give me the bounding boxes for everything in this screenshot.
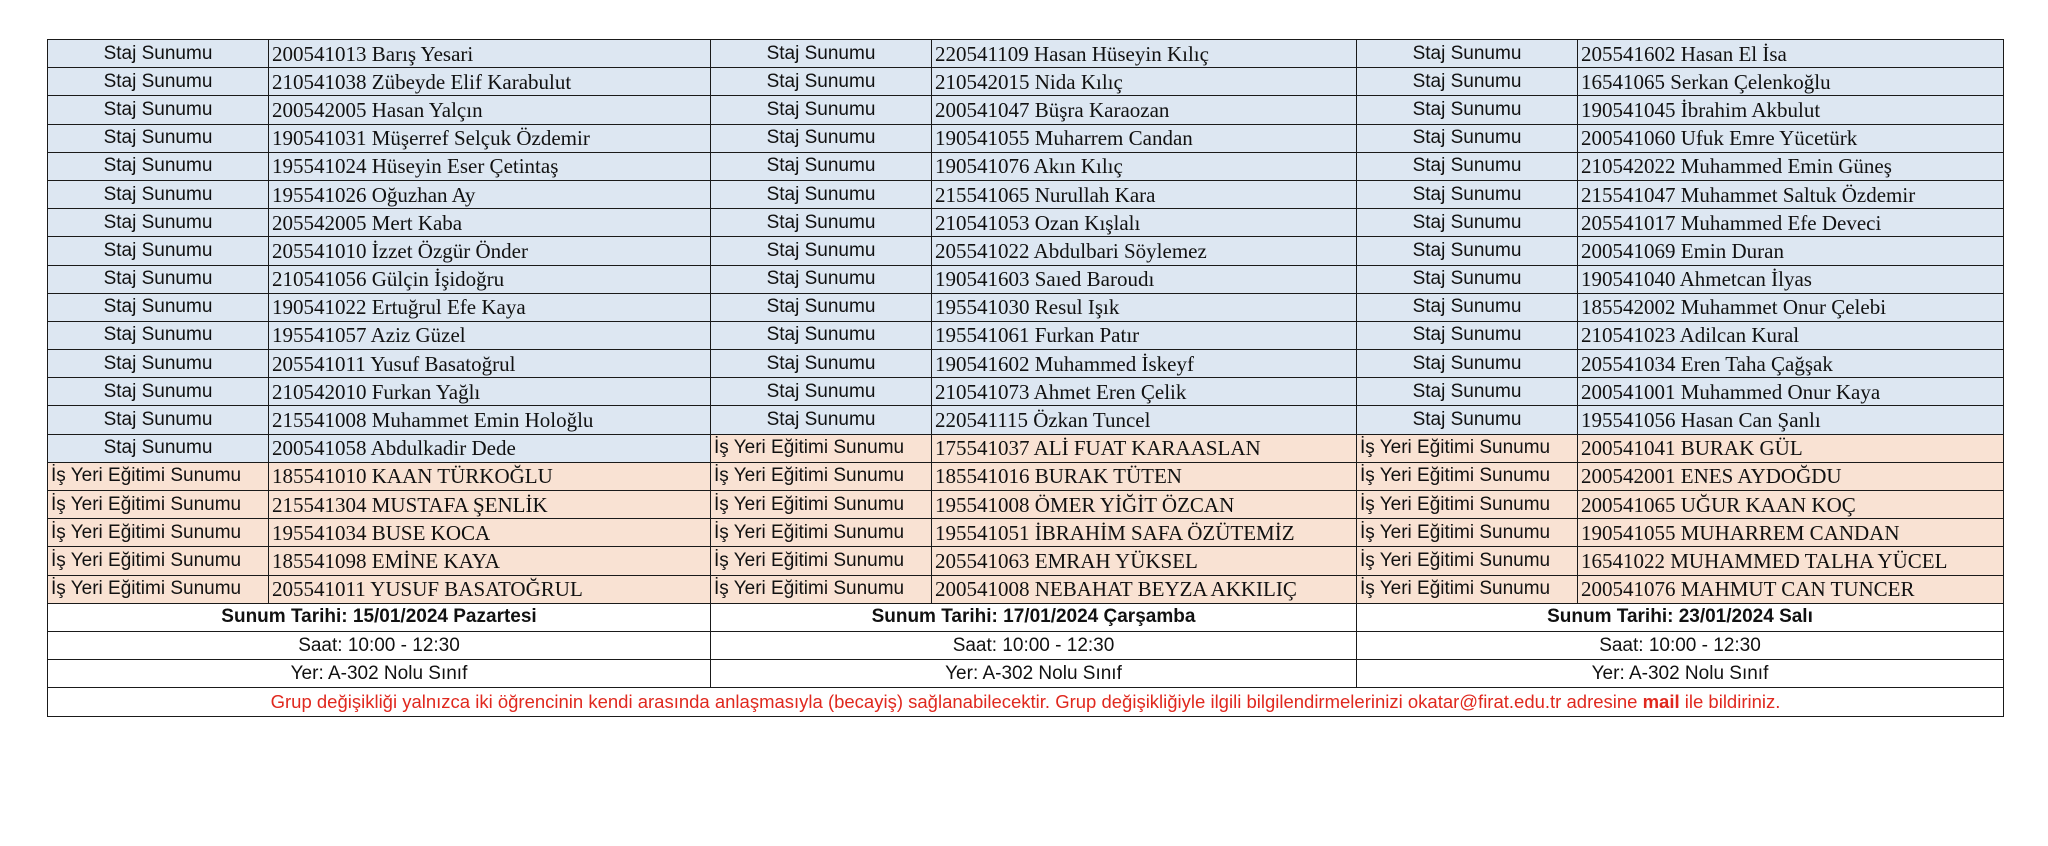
presentation-schedule-table — [47, 39, 2004, 717]
student-cell: 200541001 Muhammed Onur Kaya — [1578, 378, 2004, 406]
student-cell: 220541109 Hasan Hüseyin Kılıç — [932, 40, 1357, 68]
presentation-type-cell: Staj Sunumu — [711, 68, 932, 96]
table-row — [48, 124, 2004, 152]
presentation-type-cell: Staj Sunumu — [711, 350, 932, 378]
student-cell: 190541055 MUHARREM CANDAN — [1578, 519, 2004, 547]
presentation-type-cell: Staj Sunumu — [1357, 68, 1578, 96]
presentation-type-cell: İş Yeri Eğitimi Sunumu — [1357, 491, 1578, 519]
presentation-type-cell: İş Yeri Eğitimi Sunumu — [1357, 575, 1578, 603]
student-cell: 200541013 Barış Yesari — [269, 40, 711, 68]
student-cell: 195541057 Aziz Güzel — [269, 321, 711, 349]
table-row — [48, 378, 2004, 406]
table-row — [48, 434, 2004, 462]
student-cell: 215541065 Nurullah Kara — [932, 180, 1357, 208]
presentation-type-cell: Staj Sunumu — [1357, 378, 1578, 406]
presentation-type-cell: İş Yeri Eğitimi Sunumu — [48, 462, 269, 490]
presentation-type-cell: İş Yeri Eğitimi Sunumu — [711, 547, 932, 575]
student-cell: 190541055 Muharrem Candan — [932, 124, 1357, 152]
presentation-type-cell: Staj Sunumu — [711, 180, 932, 208]
table-row — [48, 209, 2004, 237]
presentation-type-cell: Staj Sunumu — [1357, 96, 1578, 124]
student-cell: 190541031 Müşerref Selçuk Özdemir — [269, 124, 711, 152]
presentation-type-cell: Staj Sunumu — [48, 40, 269, 68]
student-cell: 195541056 Hasan Can Şanlı — [1578, 406, 2004, 434]
presentation-type-cell: Staj Sunumu — [48, 293, 269, 321]
presentation-type-cell: Staj Sunumu — [711, 265, 932, 293]
student-cell: 190541040 Ahmetcan İlyas — [1578, 265, 2004, 293]
table-row — [48, 462, 2004, 490]
notice-row — [48, 688, 2004, 716]
student-cell: 200541060 Ufuk Emre Yücetürk — [1578, 124, 2004, 152]
student-cell: 190541076 Akın Kılıç — [932, 152, 1357, 180]
student-cell: 210541073 Ahmet Eren Çelik — [932, 378, 1357, 406]
presentation-type-cell: Staj Sunumu — [1357, 350, 1578, 378]
notice-text-before: Grup değişikliği yalnızca iki öğrencinin kendi arasında anlaşmasıyla (becayiş) sağlanabilecektir. Grup değişikliğiyle ilgili bilgilendirmelerinizi okatar@firat.edu.tr adresine — [270, 690, 1643, 712]
group-change-notice — [48, 688, 2004, 716]
student-cell: 195541061 Furkan Patır — [932, 321, 1357, 349]
student-cell: 185541016 BURAK TÜTEN — [932, 462, 1357, 490]
presentation-place: Yer: A-302 Nolu Sınıf — [48, 660, 711, 688]
table-row — [48, 265, 2004, 293]
table-row — [48, 68, 2004, 96]
presentation-time: Saat: 10:00 - 12:30 — [48, 631, 711, 659]
student-cell: 210541023 Adilcan Kural — [1578, 321, 2004, 349]
student-cell: 195541051 İBRAHİM SAFA ÖZÜTEMİZ — [932, 519, 1357, 547]
presentation-type-cell: Staj Sunumu — [48, 209, 269, 237]
presentation-place: Yer: A-302 Nolu Sınıf — [1357, 660, 2004, 688]
presentation-type-cell: İş Yeri Eğitimi Sunumu — [1357, 434, 1578, 462]
presentation-type-cell: Staj Sunumu — [1357, 265, 1578, 293]
presentation-type-cell: Staj Sunumu — [1357, 209, 1578, 237]
presentation-type-cell: Staj Sunumu — [711, 152, 932, 180]
student-cell: 205541022 Abdulbari Söylemez — [932, 237, 1357, 265]
student-cell: 200541058 Abdulkadir Dede — [269, 434, 711, 462]
table-row — [48, 406, 2004, 434]
student-cell: 205541010 İzzet Özgür Önder — [269, 237, 711, 265]
student-cell: 16541065 Serkan Çelenkoğlu — [1578, 68, 2004, 96]
student-cell: 200541069 Emin Duran — [1578, 237, 2004, 265]
student-cell: 200541047 Büşra Karaozan — [932, 96, 1357, 124]
presentation-type-cell: Staj Sunumu — [1357, 124, 1578, 152]
table-row — [48, 547, 2004, 575]
presentation-type-cell: İş Yeri Eğitimi Sunumu — [48, 575, 269, 603]
student-cell: 210542010 Furkan Yağlı — [269, 378, 711, 406]
presentation-type-cell: Staj Sunumu — [48, 378, 269, 406]
student-cell: 205541602 Hasan El İsa — [1578, 40, 2004, 68]
student-cell: 205542005 Mert Kaba — [269, 209, 711, 237]
schedule-body — [48, 40, 2004, 717]
table-row — [48, 519, 2004, 547]
presentation-type-cell: Staj Sunumu — [48, 96, 269, 124]
presentation-type-cell: Staj Sunumu — [711, 209, 932, 237]
presentation-type-cell: Staj Sunumu — [48, 321, 269, 349]
student-cell: 210541038 Zübeyde Elif Karabulut — [269, 68, 711, 96]
presentation-type-cell: Staj Sunumu — [48, 265, 269, 293]
presentation-type-cell: Staj Sunumu — [48, 152, 269, 180]
presentation-type-cell: Staj Sunumu — [48, 68, 269, 96]
presentation-type-cell: Staj Sunumu — [48, 180, 269, 208]
table-row — [48, 237, 2004, 265]
table-row — [48, 575, 2004, 603]
table-row — [48, 96, 2004, 124]
presentation-type-cell: Staj Sunumu — [1357, 321, 1578, 349]
student-cell: 16541022 MUHAMMED TALHA YÜCEL — [1578, 547, 2004, 575]
presentation-type-cell: Staj Sunumu — [48, 406, 269, 434]
presentation-type-cell: Staj Sunumu — [48, 124, 269, 152]
student-cell: 200541041 BURAK GÜL — [1578, 434, 2004, 462]
student-cell: 205541017 Muhammed Efe Deveci — [1578, 209, 2004, 237]
presentation-type-cell: İş Yeri Eğitimi Sunumu — [711, 491, 932, 519]
student-cell: 195541030 Resul Işık — [932, 293, 1357, 321]
table-row — [48, 40, 2004, 68]
presentation-type-cell: Staj Sunumu — [1357, 237, 1578, 265]
student-cell: 200542001 ENES AYDOĞDU — [1578, 462, 2004, 490]
presentation-type-cell: İş Yeri Eğitimi Sunumu — [48, 547, 269, 575]
student-cell: 210542015 Nida Kılıç — [932, 68, 1357, 96]
presentation-type-cell: İş Yeri Eğitimi Sunumu — [711, 575, 932, 603]
presentation-type-cell: Staj Sunumu — [711, 96, 932, 124]
presentation-type-cell: İş Yeri Eğitimi Sunumu — [711, 519, 932, 547]
presentation-type-cell: Staj Sunumu — [48, 350, 269, 378]
presentation-type-cell: İş Yeri Eğitimi Sunumu — [711, 434, 932, 462]
table-row — [48, 491, 2004, 519]
student-cell: 190541602 Muhammed İskeyf — [932, 350, 1357, 378]
table-row — [48, 293, 2004, 321]
table-row — [48, 321, 2004, 349]
presentation-date-row — [48, 603, 2004, 631]
presentation-type-cell: Staj Sunumu — [711, 321, 932, 349]
student-cell: 205541011 YUSUF BASATOĞRUL — [269, 575, 711, 603]
student-cell: 205541011 Yusuf Basatoğrul — [269, 350, 711, 378]
student-cell: 185541010 KAAN TÜRKOĞLU — [269, 462, 711, 490]
presentation-type-cell: İş Yeri Eğitimi Sunumu — [48, 491, 269, 519]
student-cell: 210541056 Gülçin İşidoğru — [269, 265, 711, 293]
student-cell: 215541008 Muhammet Emin Holoğlu — [269, 406, 711, 434]
student-cell: 210541053 Ozan Kışlalı — [932, 209, 1357, 237]
presentation-type-cell: İş Yeri Eğitimi Sunumu — [1357, 462, 1578, 490]
presentation-type-cell: Staj Sunumu — [711, 378, 932, 406]
student-cell: 195541024 Hüseyin Eser Çetintaş — [269, 152, 711, 180]
student-cell: 175541037 ALİ FUAT KARAASLAN — [932, 434, 1357, 462]
student-cell: 215541047 Muhammet Saltuk Özdemir — [1578, 180, 2004, 208]
presentation-type-cell: İş Yeri Eğitimi Sunumu — [48, 519, 269, 547]
student-cell: 195541026 Oğuzhan Ay — [269, 180, 711, 208]
student-cell: 205541063 EMRAH YÜKSEL — [932, 547, 1357, 575]
presentation-type-cell: Staj Sunumu — [1357, 406, 1578, 434]
student-cell: 190541045 İbrahim Akbulut — [1578, 96, 2004, 124]
table-row — [48, 152, 2004, 180]
presentation-time-row — [48, 631, 2004, 659]
presentation-type-cell: İş Yeri Eğitimi Sunumu — [711, 462, 932, 490]
presentation-type-cell: Staj Sunumu — [711, 293, 932, 321]
table-row — [48, 180, 2004, 208]
student-cell: 200541076 MAHMUT CAN TUNCER — [1578, 575, 2004, 603]
notice-text-after: ile bildiriniz. — [1679, 690, 1781, 712]
presentation-date: Sunum Tarihi: 15/01/2024 Pazartesi — [48, 603, 711, 631]
student-cell: 195541034 BUSE KOCA — [269, 519, 711, 547]
student-cell: 200542005 Hasan Yalçın — [269, 96, 711, 124]
presentation-place-row — [48, 660, 2004, 688]
presentation-type-cell: Staj Sunumu — [711, 124, 932, 152]
student-cell: 215541304 MUSTAFA ŞENLİK — [269, 491, 711, 519]
student-cell: 200541065 UĞUR KAAN KOÇ — [1578, 491, 2004, 519]
presentation-type-cell: Staj Sunumu — [1357, 40, 1578, 68]
student-cell: 185541098 EMİNE KAYA — [269, 547, 711, 575]
student-cell: 210542022 Muhammed Emin Güneş — [1578, 152, 2004, 180]
student-cell: 190541603 Saıed Baroudı — [932, 265, 1357, 293]
student-cell: 200541008 NEBAHAT BEYZA AKKILIÇ — [932, 575, 1357, 603]
presentation-type-cell: Staj Sunumu — [711, 40, 932, 68]
presentation-type-cell: Staj Sunumu — [1357, 293, 1578, 321]
student-cell: 185542002 Muhammet Onur Çelebi — [1578, 293, 2004, 321]
student-cell: 220541115 Özkan Tuncel — [932, 406, 1357, 434]
notice-text-bold: mail — [1642, 690, 1680, 712]
presentation-date: Sunum Tarihi: 23/01/2024 Salı — [1357, 603, 2004, 631]
presentation-type-cell: İş Yeri Eğitimi Sunumu — [1357, 519, 1578, 547]
presentation-type-cell: İş Yeri Eğitimi Sunumu — [1357, 547, 1578, 575]
presentation-type-cell: Staj Sunumu — [711, 406, 932, 434]
presentation-type-cell: Staj Sunumu — [48, 237, 269, 265]
table-row — [48, 350, 2004, 378]
presentation-time: Saat: 10:00 - 12:30 — [1357, 631, 2004, 659]
presentation-type-cell: Staj Sunumu — [711, 237, 932, 265]
student-cell: 190541022 Ertuğrul Efe Kaya — [269, 293, 711, 321]
presentation-date: Sunum Tarihi: 17/01/2024 Çarşamba — [711, 603, 1357, 631]
presentation-place: Yer: A-302 Nolu Sınıf — [711, 660, 1357, 688]
presentation-type-cell: Staj Sunumu — [48, 434, 269, 462]
student-cell: 195541008 ÖMER YİĞİT ÖZCAN — [932, 491, 1357, 519]
presentation-type-cell: Staj Sunumu — [1357, 152, 1578, 180]
presentation-time: Saat: 10:00 - 12:30 — [711, 631, 1357, 659]
student-cell: 205541034 Eren Taha Çağşak — [1578, 350, 2004, 378]
presentation-type-cell: Staj Sunumu — [1357, 180, 1578, 208]
